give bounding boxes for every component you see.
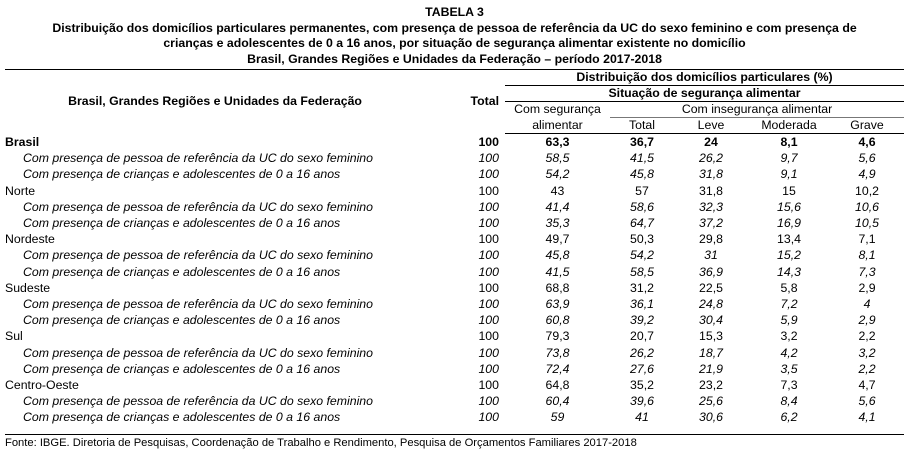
cell-ins: 45,8 [630, 167, 654, 182]
total-column-header: Total [470, 94, 499, 109]
table-row [5, 280, 904, 296]
row-label: Nordeste [5, 232, 55, 247]
cell-total: 100 [478, 183, 499, 198]
table-body [5, 134, 904, 426]
table-row [5, 150, 904, 166]
table-row [5, 264, 904, 280]
cell-leve: 26,2 [699, 151, 723, 166]
table-row [5, 328, 904, 344]
cell-grave: 2,2 [858, 361, 876, 376]
cell-grave: 5,6 [858, 394, 876, 409]
cell-total: 100 [478, 378, 499, 393]
table-title-line-1: Distribuição dos domicílios particulares permanentes, com presença de pessoa de referência da UC do sexo feminino e com presença de [52, 20, 857, 35]
table-row [5, 247, 904, 263]
cell-total: 100 [478, 313, 499, 328]
cell-mod: 3,2 [780, 329, 798, 344]
table-row [5, 312, 904, 328]
cell-leve: 18,7 [699, 345, 723, 360]
cell-ins: 39,2 [630, 313, 654, 328]
cell-grave: 4 [863, 297, 871, 312]
cell-grave: 7,3 [858, 264, 876, 279]
row-label: Brasil [5, 134, 40, 149]
cell-total: 100 [478, 216, 499, 231]
cell-grave: 2,9 [858, 280, 876, 295]
cell-total: 100 [478, 151, 499, 166]
table-number: TABELA 3 [425, 5, 484, 19]
insecurity-header: Com insegurança alimentar [610, 102, 904, 118]
cell-mod: 8,4 [780, 394, 798, 409]
cell-mod: 5,8 [780, 280, 798, 295]
distribution-header: Distribuição dos domicílios particulares (%) [505, 70, 904, 86]
cell-mod: 4,2 [780, 345, 798, 360]
cell-total: 100 [478, 134, 499, 149]
cell-total: 100 [478, 297, 499, 312]
cell-seg: 41,4 [545, 199, 570, 214]
cell-seg: 72,4 [545, 361, 570, 376]
cell-total: 100 [478, 345, 499, 360]
cell-seg: 68,8 [545, 280, 570, 295]
cell-total: 100 [478, 232, 499, 247]
table-row [5, 345, 904, 361]
cell-ins: 57 [635, 183, 649, 198]
table-title-block [0, 5, 909, 67]
row-label: Com presença de pessoa de referência da UC do sexo feminino [23, 199, 373, 214]
cell-mod: 5,9 [780, 313, 798, 328]
row-label: Norte [5, 183, 36, 198]
cell-ins: 26,2 [630, 345, 654, 360]
row-label: Com presença de crianças e adolescentes de 0 a 16 anos [23, 313, 341, 328]
cell-seg: 73,8 [545, 345, 570, 360]
row-label: Com presença de pessoa de referência da UC do sexo feminino [23, 248, 373, 263]
cell-ins: 35,2 [630, 378, 654, 393]
cell-seg: 79,3 [545, 329, 570, 344]
cell-ins: 64,7 [630, 216, 654, 231]
cell-grave: 4,6 [858, 135, 876, 149]
row-label: Com presença de crianças e adolescentes de 0 a 16 anos [23, 216, 341, 231]
data-table [5, 70, 904, 426]
table-row [5, 409, 904, 425]
cell-total: 100 [478, 248, 499, 263]
table-row [5, 361, 904, 377]
cell-leve: 24,8 [699, 297, 723, 312]
insecurity-total-header: Total [610, 118, 674, 134]
table-row [5, 296, 904, 312]
cell-seg: 63,3 [545, 135, 570, 149]
row-header-label: Brasil, Grandes Regiões e Unidades da Federação [68, 94, 362, 109]
cell-grave: 4,9 [858, 167, 876, 182]
cell-leve: 31 [704, 248, 718, 263]
cell-grave: 10,6 [855, 199, 879, 214]
cell-grave: 10,2 [855, 183, 879, 198]
table-title-line-3: Brasil, Grandes Regiões e Unidades da Federação – período 2017-2018 [247, 51, 662, 66]
cell-leve: 15,3 [699, 329, 723, 344]
cell-mod: 6,2 [780, 410, 798, 425]
row-label: Com presença de crianças e adolescentes de 0 a 16 anos [23, 264, 341, 279]
cell-seg: 64,8 [545, 378, 570, 393]
cell-leve: 37,2 [699, 216, 723, 231]
cell-seg: 60,4 [545, 394, 570, 409]
cell-mod: 7,3 [780, 378, 798, 393]
cell-leve: 30,4 [699, 313, 723, 328]
cell-leve: 31,8 [699, 167, 723, 182]
cell-leve: 21,9 [699, 361, 723, 376]
with-security-header-line2: alimentar [505, 118, 610, 134]
cell-mod: 15,6 [777, 199, 801, 214]
row-label: Sudeste [5, 280, 51, 295]
cell-grave: 8,1 [858, 248, 876, 263]
moderate-header: Moderada [748, 118, 830, 134]
cell-ins: 36,1 [630, 297, 654, 312]
table-row [5, 134, 904, 151]
cell-grave: 5,6 [858, 151, 876, 166]
cell-seg: 59 [550, 410, 565, 425]
row-label: Sul [5, 329, 23, 344]
cell-leve: 31,8 [699, 183, 723, 198]
cell-total: 100 [478, 167, 499, 182]
cell-grave: 10,5 [855, 216, 879, 231]
cell-seg: 41,5 [545, 264, 570, 279]
cell-leve: 36,9 [699, 264, 723, 279]
cell-seg: 63,9 [545, 297, 570, 312]
situation-header: Situação de segurança alimentar [505, 86, 904, 102]
cell-seg: 58,5 [545, 151, 570, 166]
cell-ins: 20,7 [630, 329, 654, 344]
cell-grave: 2,2 [858, 329, 876, 344]
cell-total: 100 [478, 394, 499, 409]
cell-seg: 43 [550, 183, 565, 198]
cell-mod: 9,1 [780, 167, 798, 182]
severe-header: Grave [830, 118, 904, 134]
cell-leve: 32,3 [699, 199, 723, 214]
cell-ins: 41 [635, 410, 649, 425]
cell-mod: 8,1 [780, 135, 798, 149]
row-label: Com presença de pessoa de referência da UC do sexo feminino [23, 345, 373, 360]
row-label: Com presença de crianças e adolescentes de 0 a 16 anos [23, 361, 341, 376]
cell-mod: 15 [782, 183, 796, 198]
table-row [5, 166, 904, 182]
cell-mod: 13,4 [777, 232, 801, 247]
cell-seg: 60,8 [545, 313, 570, 328]
cell-seg: 49,7 [545, 232, 570, 247]
cell-seg: 54,2 [545, 167, 570, 182]
cell-mod: 3,5 [780, 361, 798, 376]
cell-leve: 30,6 [699, 410, 723, 425]
table-title-line-2: crianças e adolescentes de 0 a 16 anos, por situação de segurança alimentar existente no domicílio [163, 36, 746, 50]
cell-grave: 4,1 [858, 410, 876, 425]
cell-leve: 22,5 [699, 280, 723, 295]
cell-grave: 3,2 [858, 345, 876, 360]
table-row [5, 183, 904, 199]
light-header: Leve [674, 118, 748, 134]
cell-ins: 27,6 [630, 361, 654, 376]
cell-mod: 15,2 [777, 248, 801, 263]
table-row [5, 199, 904, 215]
cell-ins: 50,3 [630, 232, 654, 247]
cell-leve: 25,6 [699, 394, 723, 409]
row-label: Com presença de pessoa de referência da UC do sexo feminino [23, 394, 373, 409]
cell-ins: 39,6 [630, 394, 654, 409]
row-label: Com presença de pessoa de referência da UC do sexo feminino [23, 297, 373, 312]
cell-grave: 7,1 [858, 232, 876, 247]
cell-leve: 24 [704, 135, 718, 149]
table-row [5, 393, 904, 409]
cell-total: 100 [478, 329, 499, 344]
with-security-header-line1: Com segurança [514, 102, 601, 117]
row-label: Centro-Oeste [5, 378, 79, 393]
row-label: Com presença de pessoa de referência da UC do sexo feminino [23, 151, 373, 166]
cell-seg: 45,8 [545, 248, 570, 263]
cell-leve: 23,2 [699, 378, 723, 393]
cell-grave: 2,9 [858, 313, 876, 328]
cell-mod: 16,9 [777, 216, 801, 231]
cell-total: 100 [478, 410, 499, 425]
cell-mod: 14,3 [777, 264, 801, 279]
cell-ins: 58,5 [630, 264, 654, 279]
cell-grave: 4,7 [858, 378, 876, 393]
source-footnote: Fonte: IBGE. Diretoria de Pesquisas, Coordenação de Trabalho e Rendimento, Pesquisa de Orçamentos Familiares 2017-2018 [5, 437, 637, 449]
cell-ins: 58,6 [630, 199, 654, 214]
table-row [5, 215, 904, 231]
cell-ins: 54,2 [630, 248, 654, 263]
cell-seg: 35,3 [545, 216, 570, 231]
cell-ins: 41,5 [630, 151, 654, 166]
cell-mod: 9,7 [780, 151, 798, 166]
cell-leve: 29,8 [699, 232, 723, 247]
cell-total: 100 [478, 361, 499, 376]
table-row [5, 377, 904, 393]
cell-total: 100 [478, 199, 499, 214]
cell-total: 100 [478, 280, 499, 295]
cell-total: 100 [478, 264, 499, 279]
table-bottom-rule [5, 434, 904, 435]
cell-ins: 31,2 [630, 280, 654, 295]
cell-mod: 7,2 [780, 297, 798, 312]
row-label: Com presença de crianças e adolescentes de 0 a 16 anos [23, 410, 341, 425]
row-label: Com presença de crianças e adolescentes de 0 a 16 anos [23, 167, 341, 182]
cell-ins: 36,7 [630, 135, 654, 149]
table-row [5, 231, 904, 247]
